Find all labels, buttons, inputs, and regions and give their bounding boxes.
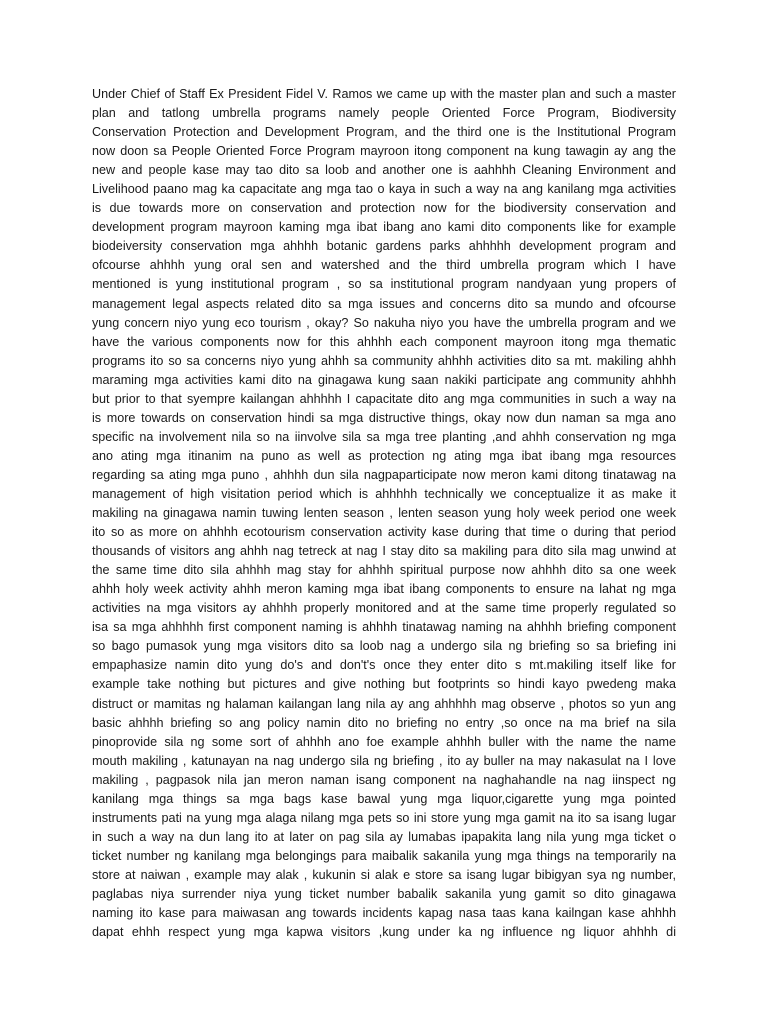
text-line: ano ating mga itinanim na puno as well as protection ng ating mga ibat ibang mga resources xyxy=(92,448,676,463)
text-line: plan and tatlong umbrella programs namely people Oriented Force Program, Biodiversity xyxy=(92,106,676,121)
text-line: have the various components now for this ahhhh each component mayroon itong mga thematic xyxy=(92,334,676,349)
text-line: mouth makiling , katunayan na nag undergo sila ng briefing , ito ay buller na may nakasulat na I love xyxy=(92,753,676,768)
text-line: thousands of visitors ang ahhh nag tetreck at nag I stay dito sa makiling para dito sila mag unwind at xyxy=(92,544,676,559)
text-line: regarding sa ating mga puno , ahhhh dun sila nagpaparticipate now meron kami ditong tinatawag na xyxy=(92,467,676,482)
text-line: activities na mga visitors ay ahhhh properly monitored and at the same time properly regulated so xyxy=(92,601,676,616)
text-line: Conservation Protection and Development Program, and the third one is the Institutional Program xyxy=(92,125,676,140)
text-line: Under Chief of Staff Ex President Fidel V. Ramos we came up with the master plan and such a master xyxy=(92,87,676,101)
text-line: management of high visitation period which is ahhhhh technically we conceptualize it as make it xyxy=(92,486,676,501)
text-line: but prior to that syempre kailangan ahhhhh I capacitate dito ang mga communities in such a way na xyxy=(92,391,676,406)
text-line: ticket number ng kanilang mga belongings para maibalik sakanila yung mga things na temporarily na xyxy=(92,848,676,863)
text-line: paglabas niya surrender niya yung ticket number babalik sakanila yung gamit so dito ginagawa xyxy=(92,886,676,901)
text-line: store at naiwan , example may alak , kukunin si alak e store sa isang lugar bibigyan sya ng number, xyxy=(92,867,676,882)
text-line: maraming mga activities kami dito na ginagawa kung saan nakiki participate ang community ahhhh xyxy=(92,372,676,387)
text-line: development program mayroon kaming mga ibat ibang ano kami dito components like for example xyxy=(92,220,676,235)
text-line: new and people kase may tao dito sa loob and another one is aahhhh Cleaning Environment and xyxy=(92,163,676,178)
text-line: dapat ehhh respect yung mga kapwa visitors ,kung under ka ng influence ng liquor ahhhh di xyxy=(92,925,676,940)
text-line: ahhh holy week activity ahhh meron kaming mga ibat ibang components to ensure na lahat ng mga xyxy=(92,582,676,597)
transcript-paragraph xyxy=(92,85,676,942)
text-line: example take nothing but pictures and give nothing but footprints so hindi kayo pwedeng maka xyxy=(92,677,676,692)
text-line: naming ito kase para maiwasan ang towards incidents kapag nasa taas kana kailngan kase ahhhh xyxy=(92,906,676,921)
text-line: isa sa mga ahhhhh first component naming is ahhhh tinatawag naming na ahhhh briefing component xyxy=(92,620,676,635)
text-line: now doon sa People Oriented Force Program mayroon itong component na kung tawagin ay ang the xyxy=(92,144,676,159)
text-line: empaphasize namin dito yung do's and don't's once they enter dito s mt.makiling itself like for xyxy=(92,658,676,673)
text-line: basic ahhhh briefing so ang policy namin dito no briefing no entry ,so once na ma brief na sila xyxy=(92,715,676,730)
text-line: kanilang mga things sa mga bags kase bawal yung mga liquor,cigarette yung mga pointed xyxy=(92,791,676,806)
text-line: is due towards more on conservation and protection now for the biodiversity conservation and xyxy=(92,201,676,216)
text-line: Livelihood paano mag ka capacitate ang mga tao o kaya in such a way na ang kanilang mga activities xyxy=(92,182,676,197)
text-line: so bago pumasok yung mga visitors dito sa loob nag a undergo sila ng briefing so sa briefing ini xyxy=(92,639,676,654)
text-line: in such a way na dun lang ito at later on pag sila ay lumabas ipapakita lang nila yung mga ticket o xyxy=(92,829,676,844)
text-line: makiling , pagpasok nila jan meron naman isang component na naghahandle na nag iinspect ng xyxy=(92,772,676,787)
text-line: instruments pati na yung mga alaga nilang mga pets so ini store yung mga gamit na ito sa isang lugar xyxy=(92,810,676,825)
text-line: ito so as more on ahhhh ecotourism conservation activity kase during that time o during that period xyxy=(92,525,676,540)
text-line: makiling na ginagawa namin tuwing lenten season , lenten season yung holy week period one week xyxy=(92,506,676,521)
text-line: management legal aspects related dito sa mga issues and concerns dito sa mundo and ofcourse xyxy=(92,296,676,311)
text-line: programs ito so sa concerns niyo yung ahhh sa community ahhhh activities dito sa mt. makiling ahhh xyxy=(92,353,676,368)
text-line: the same time dito sila ahhhh mag stay for ahhhh spiritual purpose now ahhhh dito sa one week xyxy=(92,563,676,578)
text-line: is more towards on conservation hindi sa mga distructive things, okay now dun naman sa mga ano xyxy=(92,410,676,425)
text-line: mentioned is yung institutional program , so sa institutional program nandyaan yung propers of xyxy=(92,277,676,292)
text-line: ofcourse ahhhh yung oral sen and watershed and the third umbrella program which I have xyxy=(92,258,676,273)
text-line: specific na involvement nila so na iinvolve sila sa mga tree planting ,and ahhh conservation ng mga xyxy=(92,429,676,444)
text-line: pinoprovide sila ng some sort of ahhhh ano foe example ahhhh buller with the name the name xyxy=(92,734,676,749)
text-line: yung concern niyo yung eco tourism , okay? So nakuha niyo you have the umbrella program and we xyxy=(92,315,676,330)
text-line: distruct or mamitas ng halaman kailangan lang nila ay ang ahhhhh mag observe , photos so yun ang xyxy=(92,696,676,711)
text-line: biodeiversity conservation mga ahhhh botanic gardens parks ahhhhh development program and xyxy=(92,239,676,254)
